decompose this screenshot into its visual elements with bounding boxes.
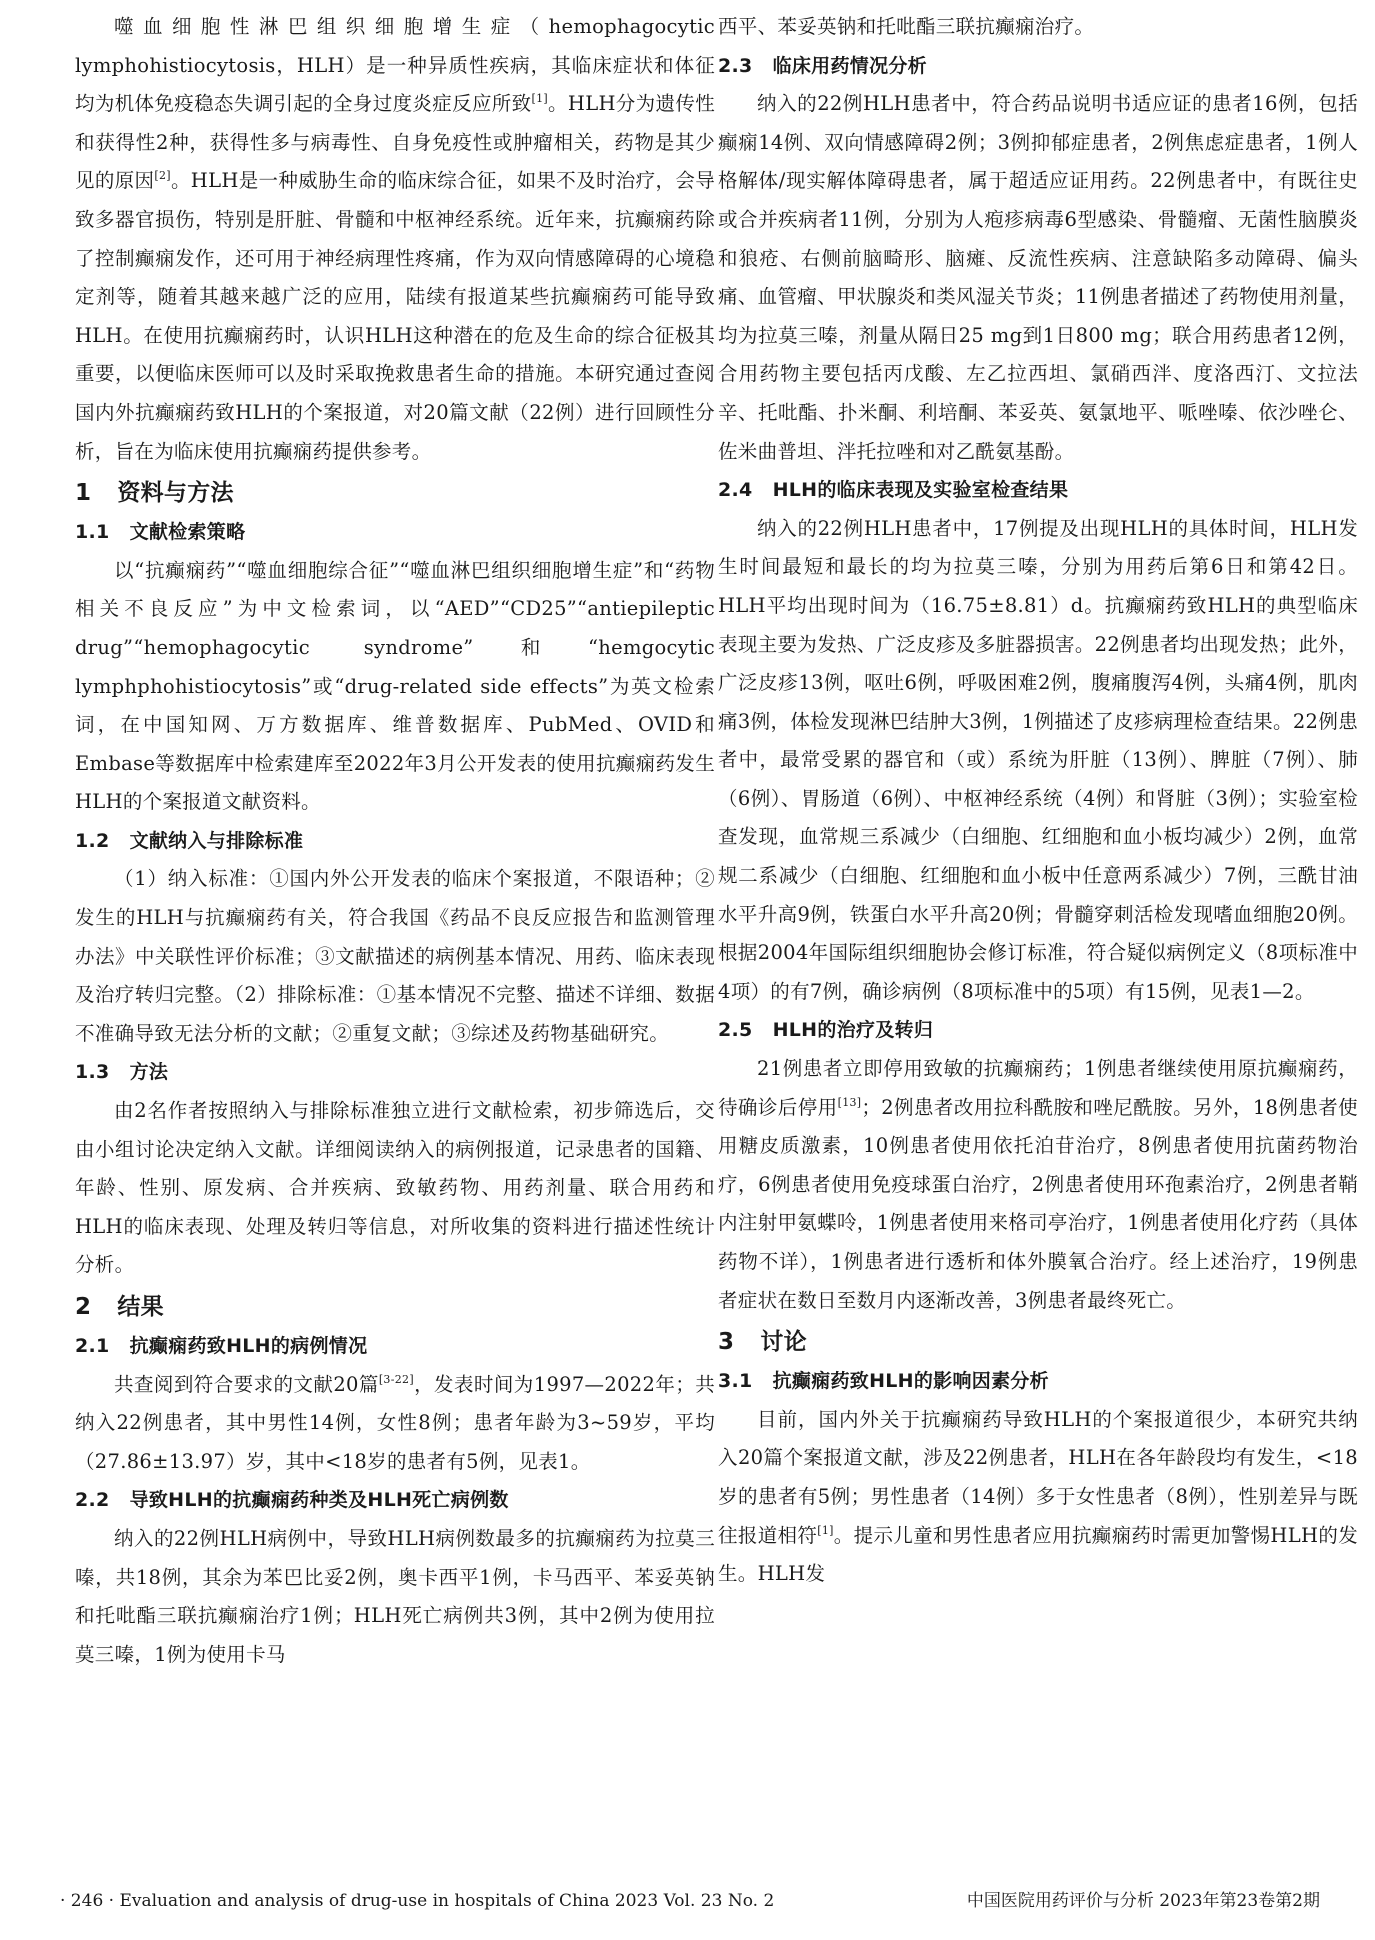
paragraph-text: ，发表时间为1997—2022年；共纳入22例患者，其中男性14例，女性8例；患者年龄为3~59岁，平均（27.86±13.97）岁，其中<18岁的患者有5例，见表1。 xyxy=(75,1372,716,1473)
section-title: 抗癫痫药致HLH的病例情况 xyxy=(129,1335,368,1357)
section-title: 资料与方法 xyxy=(117,480,234,507)
section-number: 1.1 xyxy=(75,521,110,544)
subsection-heading-1-3 xyxy=(75,1053,715,1092)
subsection-heading-1-1 xyxy=(75,513,715,552)
section-number: 1.2 xyxy=(75,829,110,852)
section-title: 讨论 xyxy=(760,1329,807,1356)
section-title: HLH的临床表现及实验室检查结果 xyxy=(772,479,1069,502)
section-number: 2.1 xyxy=(75,1335,110,1357)
intro-text: 噬血细胞性淋巴组织细胞增生症（hemophagocytic lymphohistiocytosis，HLH）是一种异质性疾病，其临床症状和体征均为机体免疫稳态失调引起的全身过度炎症反应所致 xyxy=(75,15,715,116)
paragraph-text: 。提示儿童和男性患者应用抗癫痫药时需更加警惕HLH的发生。HLH发 xyxy=(718,1523,1358,1586)
subsection-heading-1-2 xyxy=(75,822,715,861)
section-number: 3 xyxy=(718,1329,735,1356)
subsection-heading-2-3 xyxy=(718,47,1358,86)
footer-journal-en: · 246 · Evaluation and analysis of drug-use in hospitals of China 2023 Vol. 23 No. 2 xyxy=(60,1891,775,1911)
subsection-heading-2-4 xyxy=(718,471,1358,510)
intro-paragraph xyxy=(75,8,715,471)
paragraph-text: ；2例患者改用拉科酰胺和唑尼酰胺。另外，18例患者使用糖皮质激素，10例患者使用依托泊苷治疗，8例患者使用抗菌药物治疗，6例患者使用免疫球蛋白治疗，2例患者使用环孢素治疗，2例患者鞘内注射甲氨蝶呤，1例患者使用来格司亭治疗，1例患者使用化疗药（具体药物不详），1例患者进行透析和体外膜氧合治疗。经上述治疗，19例患者症状在数日至数月内逐渐改善，3例患者最终死亡。 xyxy=(718,1095,1358,1312)
paragraph-2-5 xyxy=(718,1050,1358,1320)
section-number: 3.1 xyxy=(718,1370,753,1393)
paragraph-1-1: 以“抗癫痫药”“噬血细胞综合征”“噬血淋巴组织细胞增生症”和“药物相关不良反应”为中文检索词，以“AED”“CD25”“antiepileptic drug”“hemophagocytic syndrome”和“hemgocytic lymphphohistiocytosis”或“drug-related side effects”为英文检索词，在中国知网、万方数据库、维普数据库、PubMed、OVID和Embase等数据库中检索建库至2022年3月公开发表的使用抗癫痫药发生HLH的个案报道文献资料。 xyxy=(75,558,715,814)
section-title: 临床用药情况分析 xyxy=(772,54,927,77)
citation: [1] xyxy=(531,92,548,106)
section-title: HLH的治疗及转归 xyxy=(772,1019,934,1042)
paragraph-1-3: 由2名作者按照纳入与排除标准独立进行文献检索，初步筛选后，交由小组讨论决定纳入文献。详细阅读纳入的病例报道，记录患者的国籍、年龄、性别、原发病、合并疾病、致敏药物、用药剂量、联合用药和HLH的临床表现、处理及转归等信息，对所收集的资料进行描述性统计分析。 xyxy=(75,1099,715,1277)
section-heading-3 xyxy=(718,1320,1358,1362)
subsection-heading-2-5 xyxy=(718,1011,1358,1050)
right-column xyxy=(718,0,1358,1594)
section-number: 2.3 xyxy=(718,54,753,77)
section-number: 1 xyxy=(75,480,92,507)
section-title: 抗癫痫药致HLH的影响因素分析 xyxy=(772,1370,1049,1393)
citation: [2] xyxy=(154,169,171,183)
intro-text: 。HLH分为遗传性和获得性2种，获得性多与病毒性、自身免疫性或肿瘤相关，药物是其少见的原因 xyxy=(75,92,715,193)
section-title: 文献检索策略 xyxy=(129,521,246,544)
paragraph-2-3: 纳入的22例HLH患者中，符合药品说明书适应证的患者16例，包括癫痫14例、双向情感障碍2例；3例抑郁症患者，2例焦虑症患者，1例人格解体/现实解体障碍患者，属于超适应证用药。22例患者中，有既往史或合并疾病者11例，分别为人疱疹病毒6型感染、骨髓瘤、无菌性脑膜炎和狼疮、右侧前脑畸形、脑瘫、反流性疾病、注意缺陷多动障碍、偏头痛、血管瘤、甲状腺炎和类风湿关节炎；11例患者描述了药物使用剂量，均为拉莫三嗪，剂量从隔日25 mg到1日800 mg；联合用药患者12例，合用药物主要包括丙戊酸、左乙拉西坦、氯硝西泮、度洛西汀、文拉法辛、托吡酯、扑米酮、利培酮、苯妥英、氨氯地平、哌唑嗪、依沙唑仑、佐米曲普坦、泮托拉唑和对乙酰氨基酚。 xyxy=(718,92,1358,463)
section-title: 文献纳入与排除标准 xyxy=(129,829,304,852)
section-number: 2.4 xyxy=(718,479,753,502)
citation: [13] xyxy=(837,1095,862,1109)
section-title: 方法 xyxy=(129,1061,169,1084)
section-heading-2 xyxy=(75,1285,715,1327)
subsection-heading-3-1 xyxy=(718,1362,1358,1401)
section-number: 2.2 xyxy=(75,1489,110,1512)
section-number: 1.3 xyxy=(75,1061,110,1084)
paragraph-2-4: 纳入的22例HLH患者中，17例提及出现HLH的具体时间，HLH发生时间最短和最长的均为拉莫三嗪，分别为用药后第6日和第42日。HLH平均出现时间为（16.75±8.81）d。抗癫痫药致HLH的典型临床表现主要为发热、广泛皮疹及多脏器损害。22例患者均出现发热；此外，广泛皮疹13例，呕吐6例，呼吸困难2例，腹痛腹泻4例，头痛4例，肌肉痛3例，体检发现淋巴结肿大3例，1例描述了皮疹病理检查结果。22例患者中，最常受累的器官和（或）系统为肝脏（13例）、脾脏（7例）、肺（6例）、胃肠道（6例）、中枢神经系统（4例）和肾脏（3例）；实验室检查发现，血常规三系减少（白细胞、红细胞和血小板均减少）2例，血常规二系减少（白细胞、红细胞和血小板中任意两系减少）7例，三酰甘油水平升高9例，铁蛋白水平升高20例；骨髓穿刺活检发现嗜血细胞20例。根据2004年国际组织细胞协会修订标准，符合疑似病例定义（8项标准中4项）的有7例，确诊病例（8项标准中的5项）有15例，见表1—2。 xyxy=(718,516,1358,1003)
section-heading-1 xyxy=(75,471,715,513)
citation: [1] xyxy=(817,1523,834,1537)
page-footer xyxy=(60,1884,1320,1918)
section-number: 2.5 xyxy=(718,1019,753,1042)
subsection-heading-2-2 xyxy=(75,1481,715,1520)
paragraph-2-1 xyxy=(75,1366,715,1482)
paragraph-1-2: （1）纳入标准：①国内外公开发表的临床个案报道，不限语种；②发生的HLH与抗癫痫药有关，符合我国《药品不良反应报告和监测管理办法》中关联性评价标准；③文献描述的病例基本情况、用药、临床表现及治疗转归完整。（2）排除标准：①基本情况不完整、描述不详细、数据不准确导致无法分析的文献；②重复文献；③综述及药物基础研究。 xyxy=(75,867,715,1045)
section-title: 导致HLH的抗癫痫药种类及HLH死亡病例数 xyxy=(129,1489,509,1512)
section-number: 2 xyxy=(75,1294,92,1320)
intro-text: 。HLH是一种威胁生命的临床综合征，如果不及时治疗，会导致多器官损伤，特别是肝脏、骨髓和中枢神经系统。近年来，抗癫痫药除了控制癫痫发作，还可用于神经病理性疼痛，作为双向情感障碍的心境稳定剂等，随着其越来越广泛的应用，陆续有报道某些抗癫痫药可能导致HLH。在使用抗癫痫药时，认识HLH这种潜在的危及生命的综合征极其重要，以便临床医师可以及时采取挽救患者生命的措施。本研究通过查阅国内外抗癫痫药致HLH的个案报道，对20篇文献（22例）进行回顾性分析，旨在为临床使用抗癫痫药提供参考。 xyxy=(75,169,715,463)
paragraph-2-2-continued: 西平、苯妥英钠和托吡酯三联抗癫痫治疗。 xyxy=(718,15,1095,38)
subsection-heading-2-1 xyxy=(75,1327,715,1366)
section-title: 结果 xyxy=(117,1294,164,1320)
paragraph-text: 21例患者立即停用致敏的抗癫痫药；1例患者继续使用原抗癫痫药，待确诊后停用 xyxy=(718,1057,1358,1119)
paragraph-3-1 xyxy=(718,1401,1358,1594)
left-column xyxy=(75,0,715,1674)
paragraph-text: 目前，国内外关于抗癫痫药导致HLH的个案报道很少，本研究共纳入20篇个案报道文献，涉及22例患者，HLH在各年龄段均有发生，<18岁的患者有5例；男性患者（14例）多于女性患者（8例），性别差异与既往报道相符 xyxy=(718,1407,1358,1547)
paragraph-2-2: 纳入的22例HLH病例中，导致HLH病例数最多的抗癫痫药为拉莫三嗪，共18例，其余为苯巴比妥2例，奥卡西平1例，卡马西平、苯妥英钠和托吡酯三联抗癫痫治疗1例；HLH死亡病例共3例，其中2例为使用拉莫三嗪，1例为使用卡马 xyxy=(75,1526,715,1666)
paragraph-text: 共查阅到符合要求的文献20篇 xyxy=(114,1372,379,1396)
citation: [3-22] xyxy=(378,1372,414,1386)
footer-journal-cn: 中国医院用药评价与分析 2023年第23卷第2期 xyxy=(966,1891,1320,1911)
